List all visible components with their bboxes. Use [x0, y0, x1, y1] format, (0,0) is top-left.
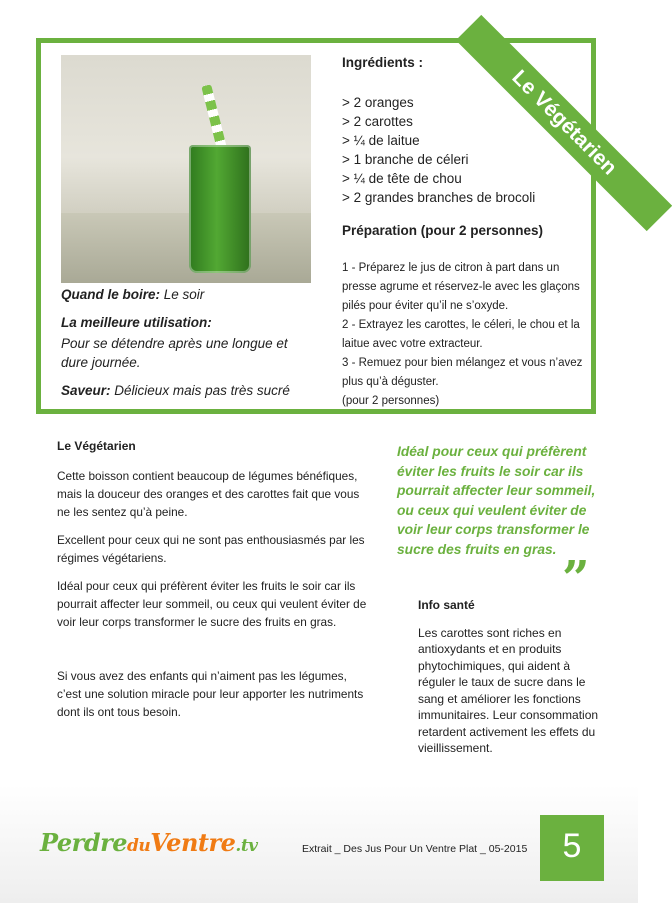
category-ribbon: Le Végétarien: [456, 15, 672, 231]
health-info: [418, 597, 606, 757]
health-info-title: Info santé: [418, 598, 475, 612]
paragraph: Si vous avez des enfants qui n’aiment pas les légumes, c’est une solution miracle pour leur apporter les nutriments dont ils ont tous besoin.: [57, 669, 364, 719]
ingredient-item: > ¼ de laitue: [342, 133, 420, 148]
table-surface: [61, 213, 311, 283]
quote-mark-icon: ”: [562, 551, 590, 607]
ingredient-item: > 2 oranges: [342, 95, 414, 110]
logo-part: .tv: [235, 836, 258, 856]
juice-photo: [61, 55, 311, 283]
best-use-label: La meilleure utilisation:: [61, 315, 212, 330]
recipe-box: [36, 38, 622, 414]
site-logo: [40, 828, 258, 857]
paragraph: Excellent pour ceux qui ne sont pas enthousiasmés par les régimes végétariens.: [57, 533, 365, 565]
when-value: Le soir: [163, 287, 205, 302]
when-label: Quand le boire:: [61, 287, 161, 302]
flavor-line: [61, 381, 313, 400]
flavor-label: Saveur:: [61, 383, 111, 398]
logo-part: Ventre: [150, 828, 236, 857]
logo-part: du: [127, 836, 151, 856]
ingredient-item: > 2 carottes: [342, 114, 413, 129]
flavor-value: Délicieux mais pas très sucré: [114, 383, 290, 398]
section-title: Le Végétarien: [57, 439, 136, 453]
preparation-step: 3 - Remuez pour bien mélangez et vous n’avez plus qu’à déguster.: [342, 357, 583, 388]
best-use-line: [61, 313, 313, 332]
ingredient-item: > 2 grandes branches de brocoli: [342, 190, 536, 205]
ingredient-item: > ¼ de tête de chou: [342, 171, 462, 186]
page-number: 5: [540, 815, 604, 881]
main-text: [57, 437, 369, 731]
preparation-steps: [342, 259, 587, 411]
best-use-value: Pour se détendre après une longue et dure journée.: [61, 336, 288, 370]
paragraph: Idéal pour ceux qui préfèrent éviter les fruits le soir car ils pourrait affecter leur sommeil, ou ceux qui veulent éviter de voir leur corps transformer le sucre des fruits en gras.: [57, 579, 367, 629]
preparation-note: (pour 2 personnes): [342, 395, 440, 407]
green-juice-glass: [189, 145, 251, 273]
when-line: [61, 285, 313, 304]
ingredients-title: Ingrédients :: [342, 55, 424, 70]
pull-quote: Idéal pour ceux qui préfèrent éviter les fruits le soir car ils pourrait affecter leur sommeil, ou ceux qui veulent éviter de voir leur corps transformer le sucre des fruits en gras.: [397, 444, 596, 557]
ingredient-item: > 1 branche de céleri: [342, 152, 469, 167]
preparation-step: 1 - Préparez le jus de citron à part dans un presse agrume et réservez-le avec les glaçons pilés pour éviter qu’il ne s’oxyde.: [342, 262, 580, 312]
preparation-step: 2 - Extrayez les carottes, le céleri, le chou et la laitue avec votre extracteur.: [342, 319, 580, 350]
footer-extract-text: Extrait _ Des Jus Pour Un Ventre Plat _ 05-2015: [302, 843, 528, 855]
drink-info: [61, 285, 313, 409]
logo-part: Perdre: [40, 828, 128, 857]
health-info-text: Les carottes sont riches en antioxydants et en produits phytochimiques, qui aident à réguler le taux de sucre dans le sang et améliorer les fonctions immunitaires. Leur consommation retardent activement les effets du vieillissement.: [418, 625, 599, 755]
preparation-title: Préparation (pour 2 personnes): [342, 223, 544, 238]
paragraph: Cette boisson contient beaucoup de légumes bénéfiques, mais la douceur des oranges et des carottes fait que vous ne les sentez qu’à peine.: [57, 469, 360, 519]
